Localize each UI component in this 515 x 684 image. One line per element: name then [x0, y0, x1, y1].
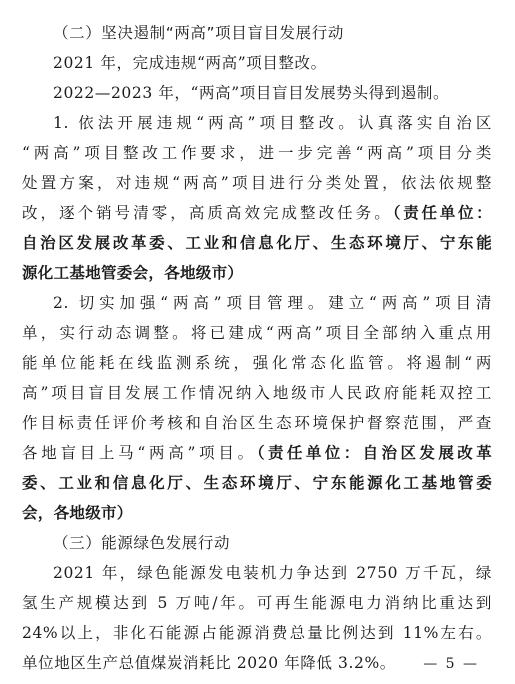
line-15: 委、工业和信息化厅、生态环境厅、宁东能源化工基地管委	[22, 474, 492, 492]
line-11: 能单位能耗在线监测系统，强化常态化监管。将遏制“两	[22, 354, 492, 372]
line-13: 作目标责任评价考核和自治区生态环境保护督察范围，严查	[22, 414, 492, 432]
line-21: 单位地区生产总值煤炭消耗比 2020 年降低 3.2%。	[22, 654, 396, 672]
document-page	[22, 18, 492, 672]
page-number: — 5 —	[423, 656, 479, 672]
line-14	[22, 438, 492, 468]
line-text: 各地盲目上马“两高”项目。	[22, 444, 257, 462]
line-17: （三）能源绿色发展行动	[53, 534, 231, 552]
line-16: 会，各地级市）	[22, 504, 133, 522]
line-20: 24%以上，非化石能源占能源消费总量比例达到 11%左右。	[22, 624, 492, 642]
line-19: 氢生产规模达到 5 万吨/年。可再生能源电力消纳比重达到	[22, 594, 492, 612]
line-text: 改，逐个销号清零，高质高效完成整改任务。	[22, 204, 393, 222]
line-7: 自治区发展改革委、工业和信息化厅、生态环境厅、宁东能	[22, 234, 492, 252]
line-18: 2021 年，绿色能源发电装机力争达到 2750 万千瓦，绿	[53, 564, 492, 582]
line-4: “两高”项目整改工作要求，进一步完善“两高”项目分类	[22, 144, 492, 162]
line-5: 处置方案，对违规“两高”项目进行分类处置，依法依规整	[22, 174, 492, 192]
responsibility-label: （责任单位：	[392, 204, 492, 222]
line-0: （二）坚决遏制“两高”项目盲目发展行动	[53, 24, 344, 42]
line-2: 2022—2023 年，“两高”项目盲目发展势头得到遏制。	[53, 84, 450, 102]
line-10: 单，实行动态调整。将已建成“两高”项目全部纳入重点用	[22, 324, 492, 342]
line-1: 2021 年，完成违规“两高”项目整改。	[53, 54, 327, 72]
line-6	[22, 198, 492, 228]
line-12: 高”项目盲目发展工作情况纳入地级市人民政府能耗双控工	[22, 384, 492, 402]
line-3: 1. 依法开展违规“两高”项目整改。认真落实自治区	[53, 114, 492, 132]
line-8: 源化工基地管委会，各地级市）	[22, 264, 244, 282]
line-9: 2. 切实加强“两高”项目管理。建立“两高”项目清	[53, 294, 492, 312]
responsibility-label: （责任单位：自治区发展改革	[256, 444, 492, 462]
